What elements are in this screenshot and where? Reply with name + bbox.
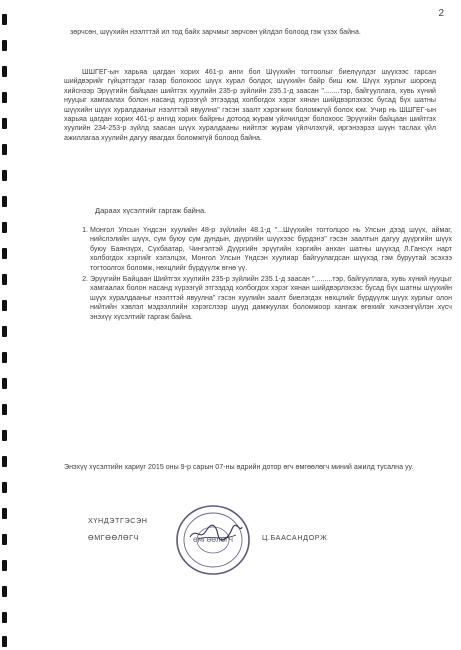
stamp-center-text: ӨМГӨӨЛӨГЧ: [192, 537, 234, 544]
signature-name: Ц.БААСАНДОРЖ: [262, 533, 328, 542]
signature-role: ӨМГӨӨЛӨГЧ: [88, 533, 140, 542]
paragraph-1: зөрчсөн, шүүхийн нээлттэй ил тод байх зарчмыг зөрчсөн үйлдэл болоод гэж үзэх байна.: [70, 28, 361, 36]
requests-list: [76, 226, 452, 324]
handwritten-signature: [188, 523, 244, 543]
requests-intro: Дараах хүсэлтийг гаргаж байна.: [95, 206, 207, 215]
closing-paragraph: Энэхүү хүсэлтийн хариуг 2015 оны 9-р сарын 07-ны өдрийн дотор өгч өмгөөлөгч миний ажилд тусална уу.: [64, 463, 414, 471]
page-number: 2: [438, 8, 444, 19]
signature-heading: ХҮНДЭТГЭСЭН: [88, 516, 148, 525]
paragraph-2: ШШГЕГ-ын харьяа цагдан хорих 461-р анги бол Шүүхийн тогтоолыг биелүүлдэг шүүхээс гарсан шийдвэрийг гүйцэтгэдэг газар болохоос шүүх хурал болдог, шүүхийн байр биш юм. Шүүх хурлыг шоронд хийснээр Эрүүгийн байцаан шийтгэх хуулийн 235-р зүйлийн 235.1-д заасан "........тэр, байгууллага, хувь хүний нууцыг хамгаалах болон насанд хүрээгүй этгээдэд холбогдох хэрэг хянан шийдвэрлэхээс бусад бүх шатны шүүхийн шүүх хуралдааныг нээлттэй явуулна" гэсэн заалт хэрэгжих боломжгүй болох юм. Учир нь ШШГЕГ-ын харьяа цагдан хорих 461-р ангид хорих байрны дотоод журам үйлчилдэг болохоос Эрүүгийн байцаан шийтгэх хуулийн 234-253-р зүйлд заасан шүүх хуралдааны нийтлэг журам үйлчлэхгүй, иргэнээрээ шүүн таслах үйл ажиллагаа хуулийн дагуу явагдах боломжгүй болоод байна.: [64, 68, 436, 142]
request-item-2: 2. Эрүүгийн Байцаан Шийтгэх хуулийн 235-р зүйлийн 235.1-д заасан ".........тэр, байгууллага, хувь хүний нууцыг хамгаалах болон насанд хүрээгүй этгээдэд холбогдох хэрэг хянан шийдвэрлэхээс бусад бүх шатны шүүхийн шүүх хуралдааныг нээлттэй явуулна" гэсэн хуулийн заалт биелэгдэх нөхцлийг бүрдүүлж шүүх хурлыг олон нийтийн хэвлэл мэдээллийн хэрэгслээр шууд дамжуулах боломжоор хангаж өгөхийг хичээнгүйлэн хүсч энэхүү хүсэлтийг гаргаж байна.: [90, 275, 452, 322]
binding-holes: [0, 0, 14, 650]
request-item-1: 1. Монгол Улсын Үндсэн хуулийн 48-р зүйлийн 48.1-д "...Шүүхийн тогтолцоо нь Улсын дээд шүүх, аймаг, нийслэлийн шүүх, сум буюу сум дундын, дүүргийн шүүхээс бүрдэнэ" гэсэн заалтын дагуу дүүргийн шүүх буюу Баянзүрх, Сүхбаатар, Чингэлтэй Дүүргийн эрүүгийн хэргийн анхан шатны шүүхэд Л.Гансүх нарт холбогдох хэргийг хэлэлцэх, Монгол Улсын Үндсэн хуулиар байгуулагдсан шүүхэд гэм буруутай эсэхээ тогтоолгох боломж, нөхцлийг бүрдүүлж өгнө үү.: [90, 226, 452, 273]
